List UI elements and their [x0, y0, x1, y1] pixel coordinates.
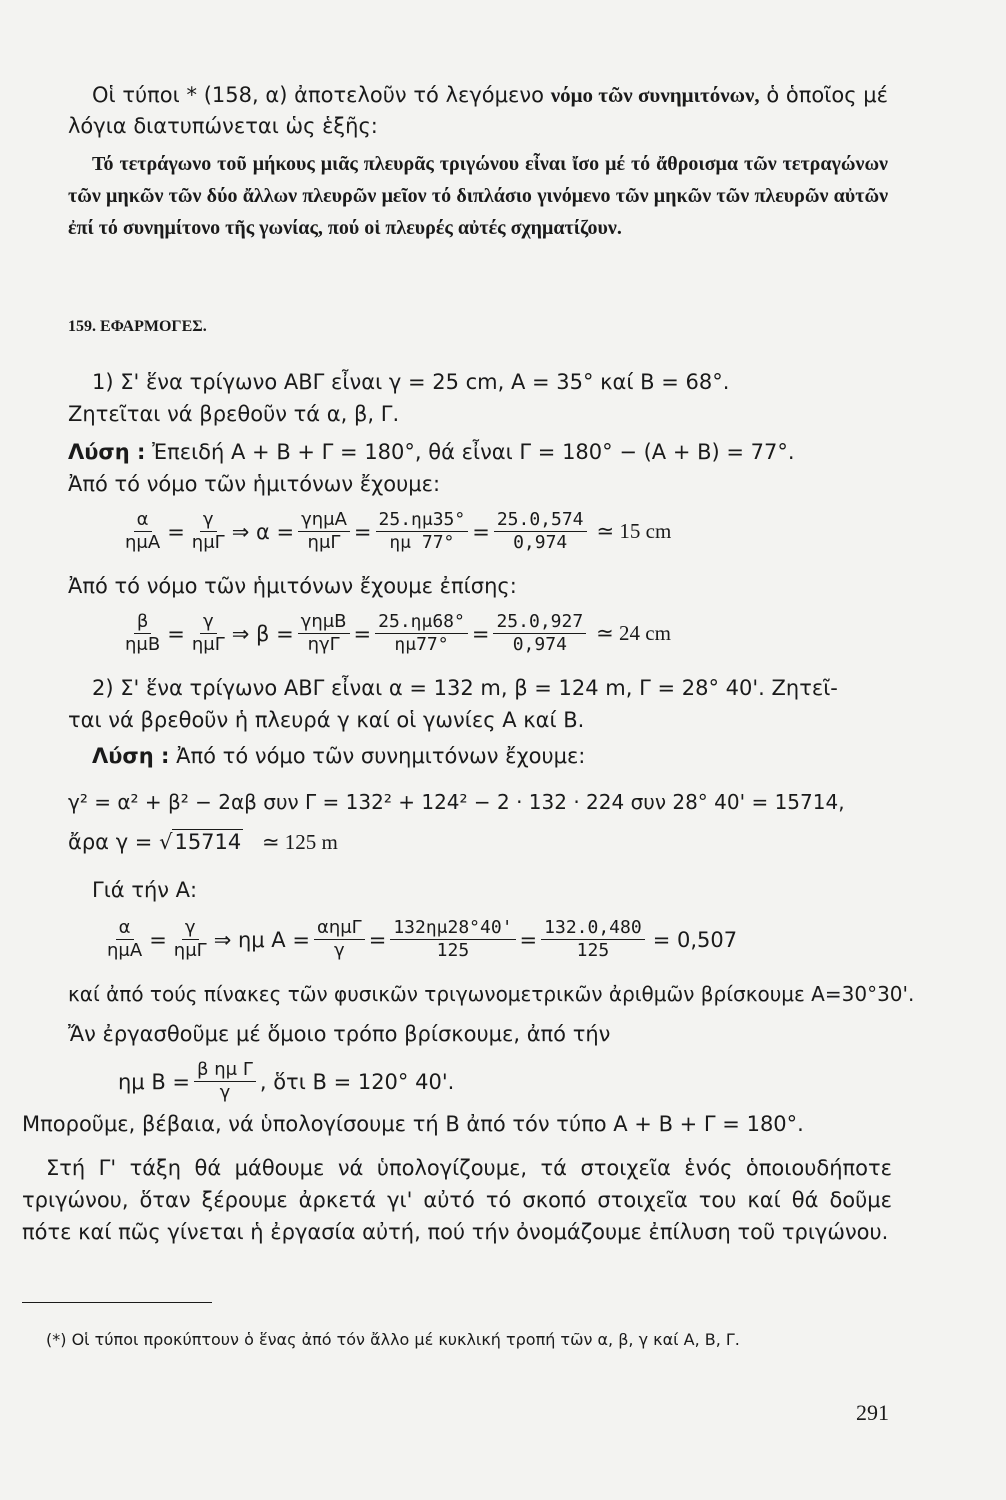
fraction: $\frac{\alpha}{\text{ημΑ}}$	[107, 917, 143, 961]
implies-arrow: ⇒ β =	[231, 621, 294, 646]
solution-text: Ἀπό τό νόμο τῶν συνημιτόνων ἔχουμε:	[176, 744, 586, 768]
solution-text: Ἐπειδή Α + Β + Γ = 180°, θά εἶναι Γ = 180° − (Α + Β) = 77°.	[152, 440, 795, 464]
example-2-solution	[92, 744, 585, 768]
equals-sign: =	[353, 519, 372, 544]
equals-sign: =	[368, 927, 387, 952]
equation-4	[118, 1060, 454, 1103]
side-result	[68, 830, 338, 855]
fraction: $\frac{\text{αημΓ}}{\gamma}$	[314, 918, 365, 961]
law-of-cosines-term: νόμο τῶν συνημιτόνων,	[550, 83, 760, 107]
fraction: $\frac{25.\eta\mu 35^\circ}{\eta\mu 77^\circ}$	[376, 510, 469, 553]
equation-result: ≃ 24 cm	[596, 621, 671, 645]
fraction: $\frac{132\eta\mu 28^\circ 40'}{125}$	[390, 918, 515, 961]
angle-B-result: , ὅτι Β = 120° 40'.	[259, 1069, 455, 1094]
equals-sign: =	[471, 621, 490, 646]
side-value: ≃ 125 m	[261, 830, 338, 854]
tables-sentence: καί ἀπό τούς πίνακες τῶν φυσικῶν τριγωνομετρικῶν ἀριθμῶν βρίσκουμε Α=30°30'.	[68, 982, 915, 1006]
fraction: $\frac{\text{γημΒ}}{\text{ηγΓ}}$	[298, 612, 350, 655]
equals-sign: =	[519, 927, 538, 952]
equals-sign: =	[353, 621, 372, 646]
fraction: $\frac{\text{β ημ Γ}}{\gamma}$	[194, 1060, 256, 1103]
equation-1	[118, 510, 671, 553]
fraction: $\frac{\alpha}{\text{ημΑ}}$	[125, 509, 161, 553]
fraction: $\frac{\gamma}{\text{ημΓ}}$	[191, 611, 225, 655]
equation-result: ≃ 15 cm	[596, 519, 672, 543]
footnote-separator	[22, 1302, 212, 1303]
equals-sign: =	[167, 621, 185, 646]
equals-sign: =	[472, 519, 490, 544]
fraction: $\frac{\gamma}{\text{ημΓ}}$	[173, 917, 207, 961]
footnote: (*) Οἱ τύποι προκύπτουν ὁ ἕνας ἀπό τόν ἄλλο μέ κυκλική τροπή τῶν α, β, γ καί Α, Β, Γ.	[46, 1330, 740, 1349]
fraction: $\frac{\text{γημΑ}}{\text{ημΓ}}$	[298, 510, 350, 553]
page-number: 291	[856, 1400, 889, 1425]
sqrt-prefix: ἄρα γ = √	[68, 830, 173, 854]
intro-text: Οἱ τύποι * (158, α) ἀποτελοῦν τό λεγόμενο	[92, 83, 544, 107]
intro-paragraph	[68, 80, 888, 142]
implies-arrow: ⇒ ημ Α =	[213, 927, 310, 952]
equation-2	[118, 612, 671, 655]
similar-method: Ἄν ἐργασθοῦμε μέ ὅμοιο τρόπο βρίσκουμε, ἀπό τήν	[68, 1022, 611, 1046]
example-1-solution	[68, 440, 795, 464]
alternative-method: Μποροῦμε, βέβαια, νά ὑπολογίσουμε τή Β ἀπό τόν τύπο Α + Β + Γ = 180°.	[22, 1112, 804, 1136]
fraction: $\frac{\beta}{\text{ημΒ}}$	[125, 611, 161, 655]
equals-sign: =	[167, 519, 185, 544]
section-heading: 159. ΕΦΑΡΜΟΓΕΣ.	[68, 318, 207, 335]
equation-result: = 0,507	[652, 927, 738, 952]
sine-B-label: ημ Β =	[118, 1069, 191, 1094]
equation-3	[100, 918, 737, 961]
sqrt-radicand: 15714	[174, 830, 242, 854]
fraction: $\frac{\gamma}{\text{ημΓ}}$	[191, 509, 225, 553]
fraction: $\frac{132.0,480}{125}$	[541, 918, 645, 961]
cosine-calculation: γ² = α² + β² − 2αβ συν Γ = 132² + 124² − 2 · 132 · 224 συν 28° 40' = 15714,	[68, 790, 845, 814]
fraction: $\frac{25.\eta\mu 68^\circ}{\eta\mu 77^\circ}$	[375, 612, 468, 655]
fraction: $\frac{25.0,927}{0,974}$	[493, 612, 586, 655]
example-1-question: Ζητεῖται νά βρεθοῦν τά α, β, Γ.	[68, 402, 400, 426]
fraction: $\frac{25.0,574}{0,974}$	[494, 510, 587, 553]
example-2-statement: 2) Σ' ἕνα τρίγωνο ΑΒΓ εἶναι α = 132 m, β = 124 m, Γ = 28° 40'. Ζητεῖ-	[92, 676, 838, 700]
solution-label: Λύση :	[92, 744, 170, 768]
intro-text-2: ὁποῖος μέ λόγια διατυπώνεται ὡς ἑξῆς:	[68, 83, 888, 138]
sines-intro: Ἀπό τό νόμο τῶν ἡμιτόνων ἔχουμε:	[68, 472, 441, 496]
closing-paragraph: Στή Γ' τάξη θά μάθουμε νά ὑπολογίζουμε, τά στοιχεῖα ἑνός ὁποιουδήποτε τριγώνου, ὅταν ξέρουμε ἀρκετά γι' αὐτό τό σκοπό στοιχεῖα του καί θά δοῦμε πότε καί πῶς γίνεται ἡ ἐργασία αὐτή, πού τήν ὀνομάζουμε ἐπίλυση τοῦ τριγώνου.	[22, 1156, 892, 1244]
solution-label: Λύση :	[68, 440, 146, 464]
for-angle-A: Γιά τήν Α:	[92, 878, 198, 902]
example-1-statement: 1) Σ' ἕνα τρίγωνο ΑΒΓ εἶναι γ = 25 cm, Α = 35° καί Β = 68°.	[92, 370, 730, 394]
law-statement: Τό τετράγωνο τοῦ μήκους μιᾶς πλευρᾶς τριγώνου εἶναι ἴσο μέ τό ἄθροισμα τῶν τετραγώνων τῶν μηκῶν τῶν δύο ἄλλων πλευρῶν μεῖον τό διπλάσιο γινόμενο τῶν μηκῶν τῶν πλευρῶν αὐτῶν ἐπί τό συνημίτονο τῆς γωνίας, πού οἱ πλευρές αὐτές σχηματίζουν.	[68, 153, 888, 239]
implies-arrow: ⇒ α =	[231, 519, 295, 544]
equals-sign: =	[149, 927, 167, 952]
example-2-question: ται νά βρεθοῦν ἡ πλευρά γ καί οἱ γωνίες Α καί Β.	[68, 708, 585, 732]
intro-text-end: ὁ	[766, 83, 780, 107]
sines-also: Ἀπό τό νόμο τῶν ἡμιτόνων ἔχουμε ἐπίσης:	[68, 574, 517, 598]
